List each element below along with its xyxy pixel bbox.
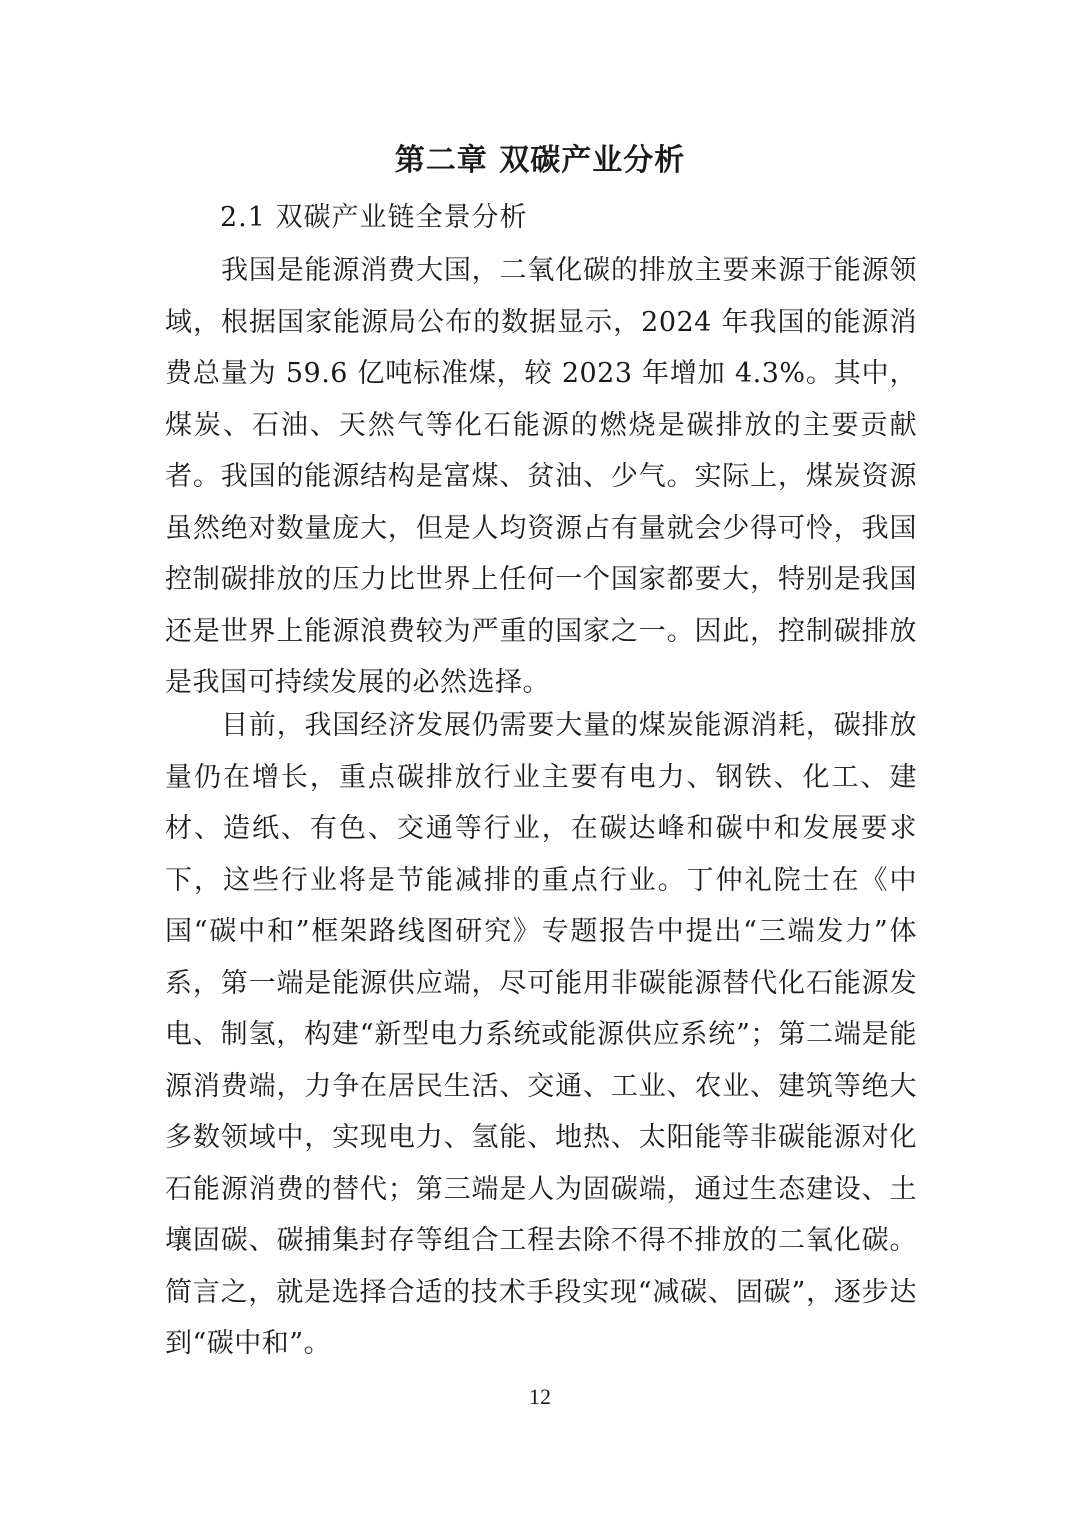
section-heading: 2.1 双碳产业链全景分析 — [220, 202, 528, 233]
body-paragraph: 我国是能源消费大国，二氧化碳的排放主要来源于能源领域，根据国家能源局公布的数据显示，2024 年我国的能源消费总量为 59.6 亿吨标准煤，较 2023 年增加 4.3%。其中，煤炭、石油、天然气等化石能源的燃烧是碳排放的主要贡献者。我国的能源结构是富煤、贫油、少气。实际上，煤炭资源虽然绝对数量庞大，但是人均资源占有量就会少得可怜，我国控制碳排放的压力比世界上任何一个国家都要大，特别是我国还是世界上能源浪费较为严重的国家之一。因此，控制碳排放是我国可持续发展的必然选择。 — [165, 255, 917, 698]
chapter-title: 第二章 双碳产业分析 — [394, 143, 686, 178]
body-paragraph: 目前，我国经济发展仍需要大量的煤炭能源消耗，碳排放量仍在增长，重点碳排放行业主要有电力、钢铁、化工、建材、造纸、有色、交通等行业，在碳达峰和碳中和发展要求下，这些行业将是节能减排的重点行业。丁仲礼院士在《中国“碳中和”框架路线图研究》专题报告中提出“三端发力”体系，第一端是能源供应端，尽可能用非碳能源替代化石能源发电、制氢，构建“新型电力系统或能源供应系统”；第二端是能源消费端，力争在居民生活、交通、工业、农业、建筑等绝大多数领域中，实现电力、氢能、地热、太阳能等非碳能源对化石能源消费的替代；第三端是人为固碳端，通过生态建设、土壤固碳、碳捕集封存等组合工程去除不得不排放的二氧化碳。简言之，就是选择合适的技术手段实现“减碳、固碳”，逐步达到“碳中和”。 — [165, 710, 917, 1359]
page-number: 12 — [529, 1384, 551, 1409]
